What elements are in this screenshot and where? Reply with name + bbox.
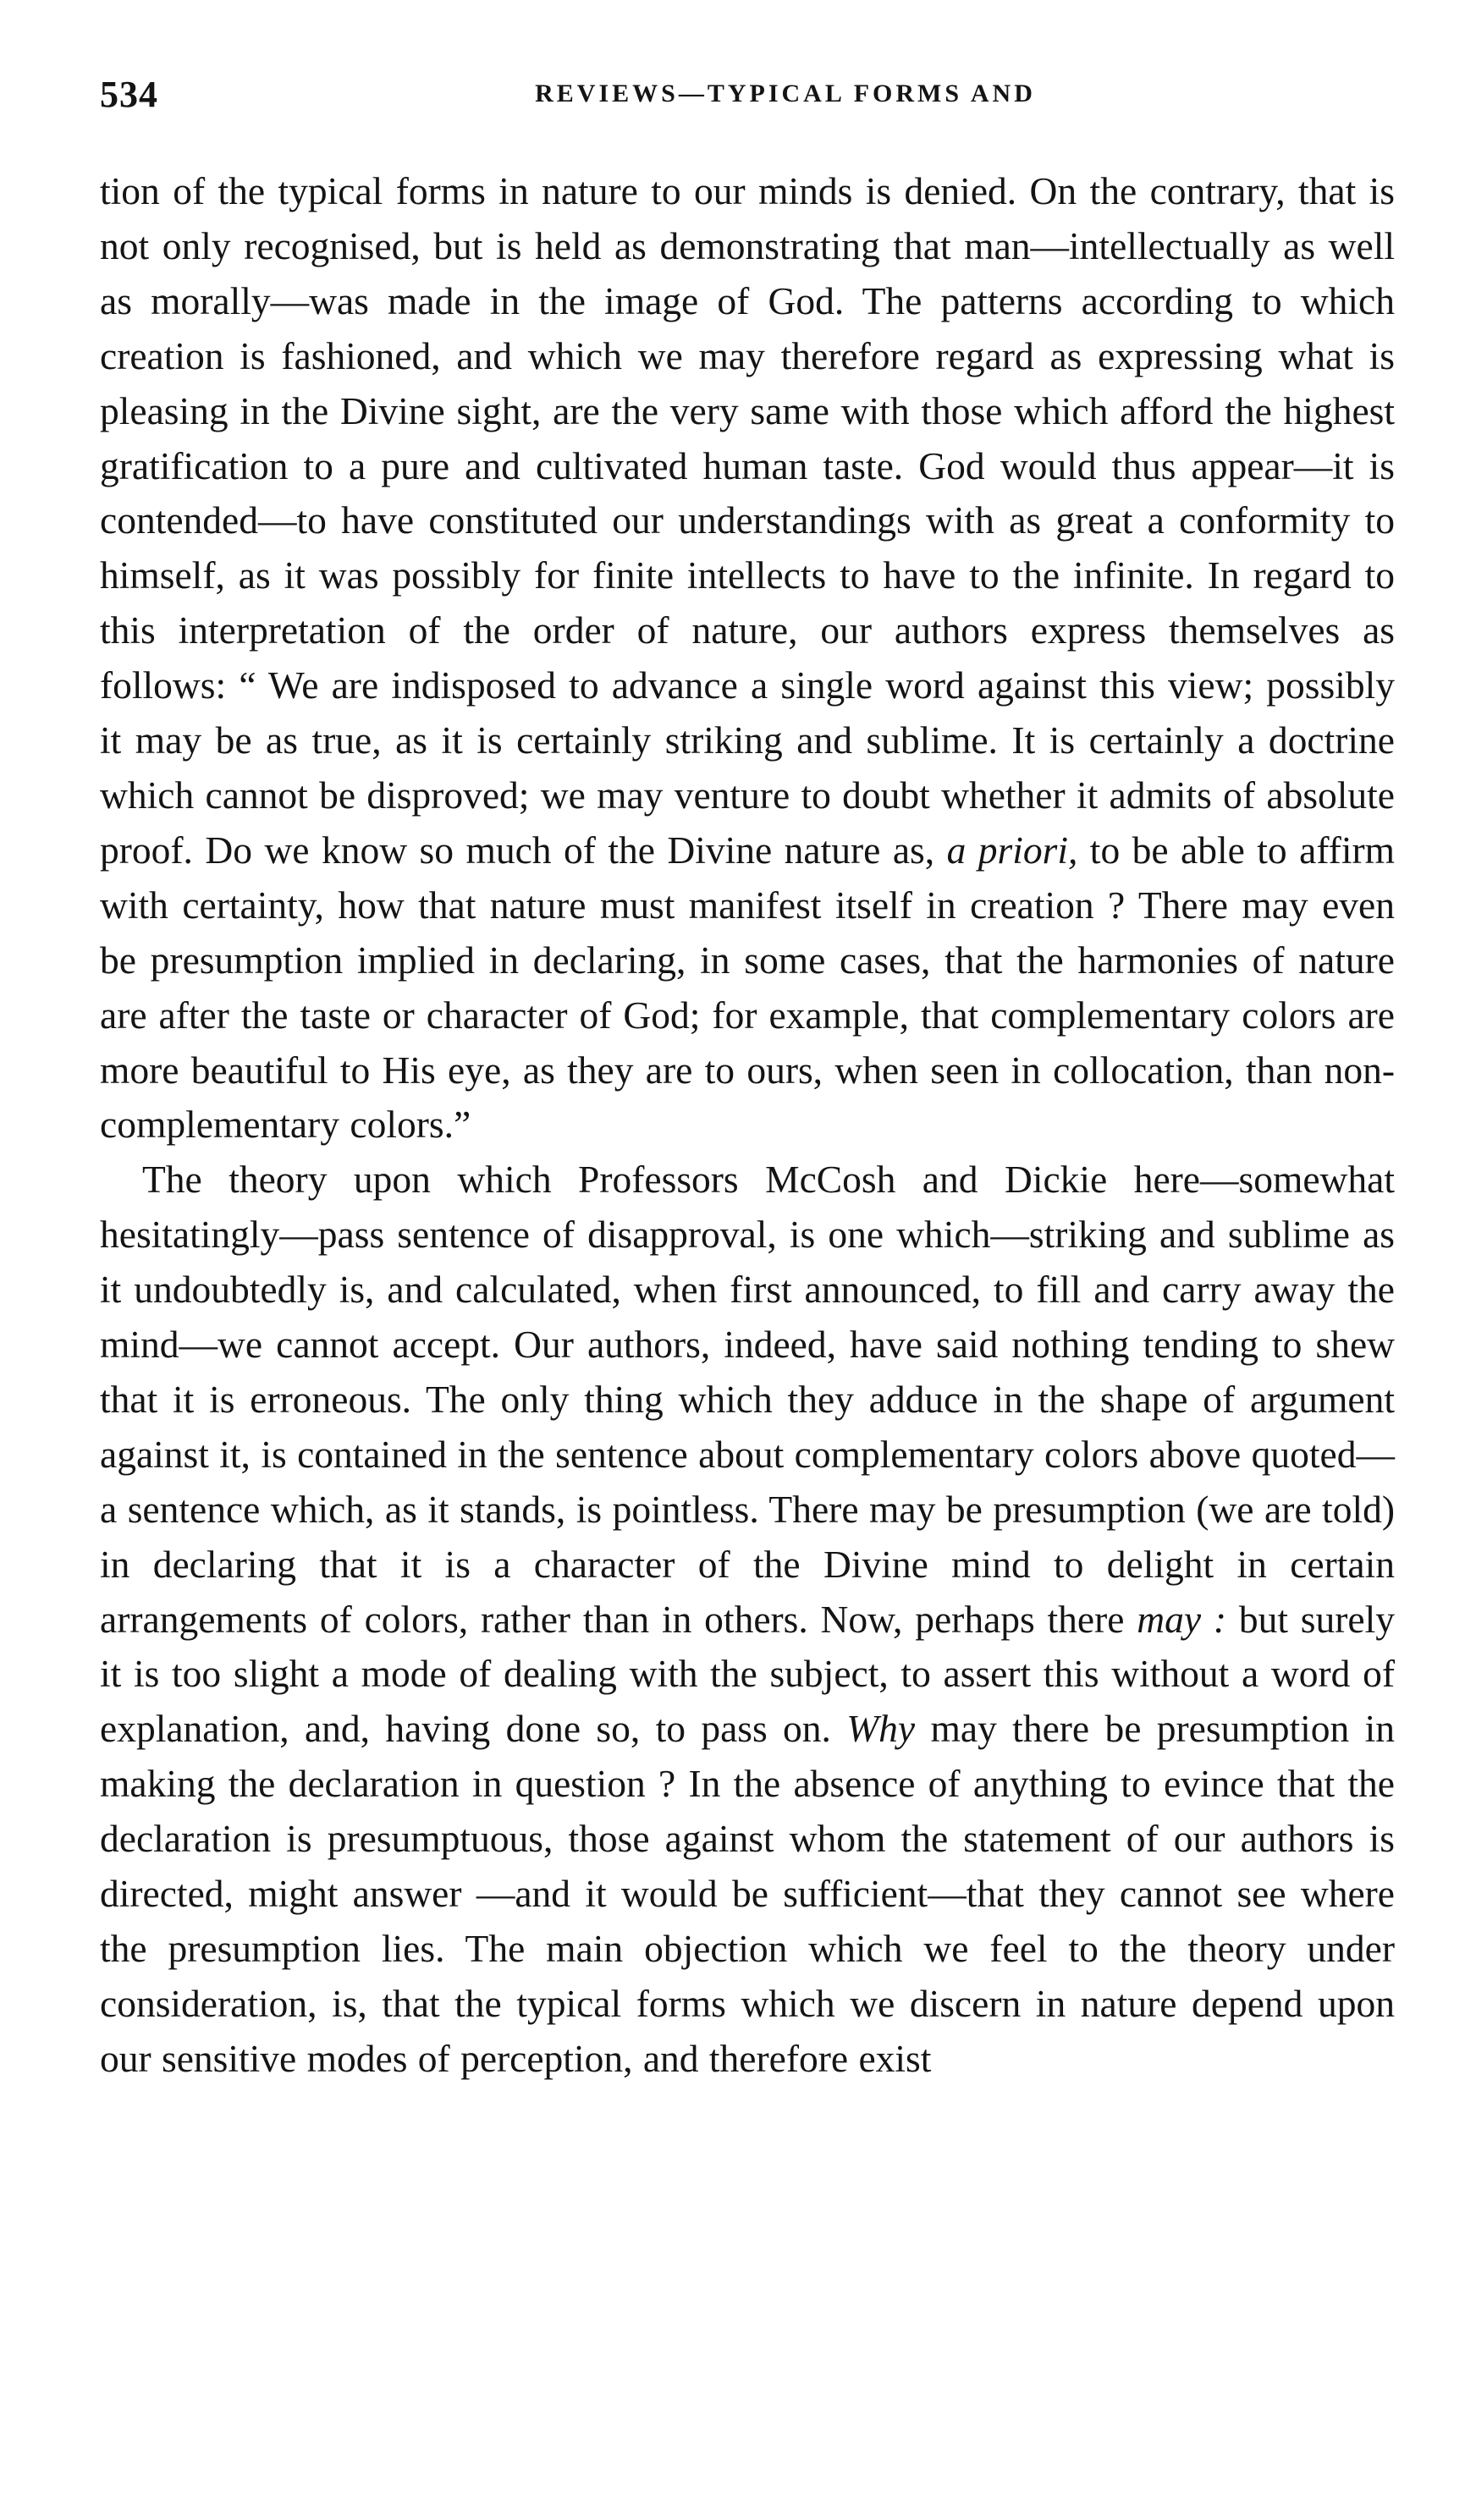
paragraph-1-text-a: tion of the typical forms in nature to our minds is denied. On the contrary, that is not only recognised, but is held as demonstrating that man—intellectually as well as morally—was made in the image of God. The patterns according to which creation is fashioned, and which we may therefore regard as expressing what is pleasing in the Divine sight, are the very same with those which afford the highest gratification to a pure and cultivated human taste. God would thus appear—it is contended—to have constituted our understandings with as great a conformity to himself, as it was possibly for finite intellects to have to the infinite. In regard to this interpretation of the order of nature, our authors express themselves as follows: “ We are indisposed to advance a single word against this view; possibly it may be as true, as it is certainly striking and sublime. It is certainly a doctrine which cannot be disproved; we may venture to doubt whether it admits of absolute proof. Do we know so much of the Divine nature as, (100, 169, 1395, 872)
paragraph-2-text-b: but surely it is too slight a mode of dealing with the subject, to assert this without a word of explanation, and, having done so, to pass on. (100, 1597, 1395, 1751)
running-title: REVIEWS—TYPICAL FORMS AND (535, 80, 1036, 107)
paragraph-1 (100, 164, 1395, 1153)
paragraph-2-text-a: The theory upon which Professors McCosh and Dickie here—somewhat hesitatingly—pass sentence of disapproval, is one which—striking and sublime as it undoubtedly is, and calculated, when first announced, to fill and carry away the mind—we cannot accept. Our authors, indeed, have said nothing tending to shew that it is erroneous. The only thing which they adduce in the shape of argument against it, is contained in the sentence about complementary colors above quoted—a sentence which, as it stands, is pointless. There may be presumption (we are told) in declaring that it is a character of the Divine mind to delight in certain arrangements of colors, rather than in others. Now, perhaps there (100, 1158, 1395, 1641)
paragraph-2 (100, 1153, 1395, 2086)
page-number: 534 (100, 74, 158, 115)
paragraph-1-italic: a priori, (946, 828, 1078, 872)
paragraph-1-text-b: to be able to affirm with certainty, how that nature must manifest itself in creation ? There may even be presumption implied in declaring, in some cases, that the harmonies of nature are after the taste or character of God; for example, that complementary colors are more beautiful to His eye, as they are to ours, when seen in collocation, than non-complementary colors.” (100, 828, 1395, 1147)
paragraph-2-italic-may: may : (1137, 1597, 1227, 1641)
running-head (100, 73, 1395, 122)
paragraph-2-italic-why: Why (846, 1707, 916, 1751)
paragraph-2-text-c: may there be presumption in making the declaration in question ? In the absence of anything to evince that the declaration is presumptuous, those against whom the statement of our authors is directed, might answer —and it would be sufficient—that they cannot see where the presumption lies. The main objection which we feel to the theory under consideration, is, that the typical forms which we discern in nature depend upon our sensitive modes of perception, and therefore exist (100, 1707, 1395, 2080)
